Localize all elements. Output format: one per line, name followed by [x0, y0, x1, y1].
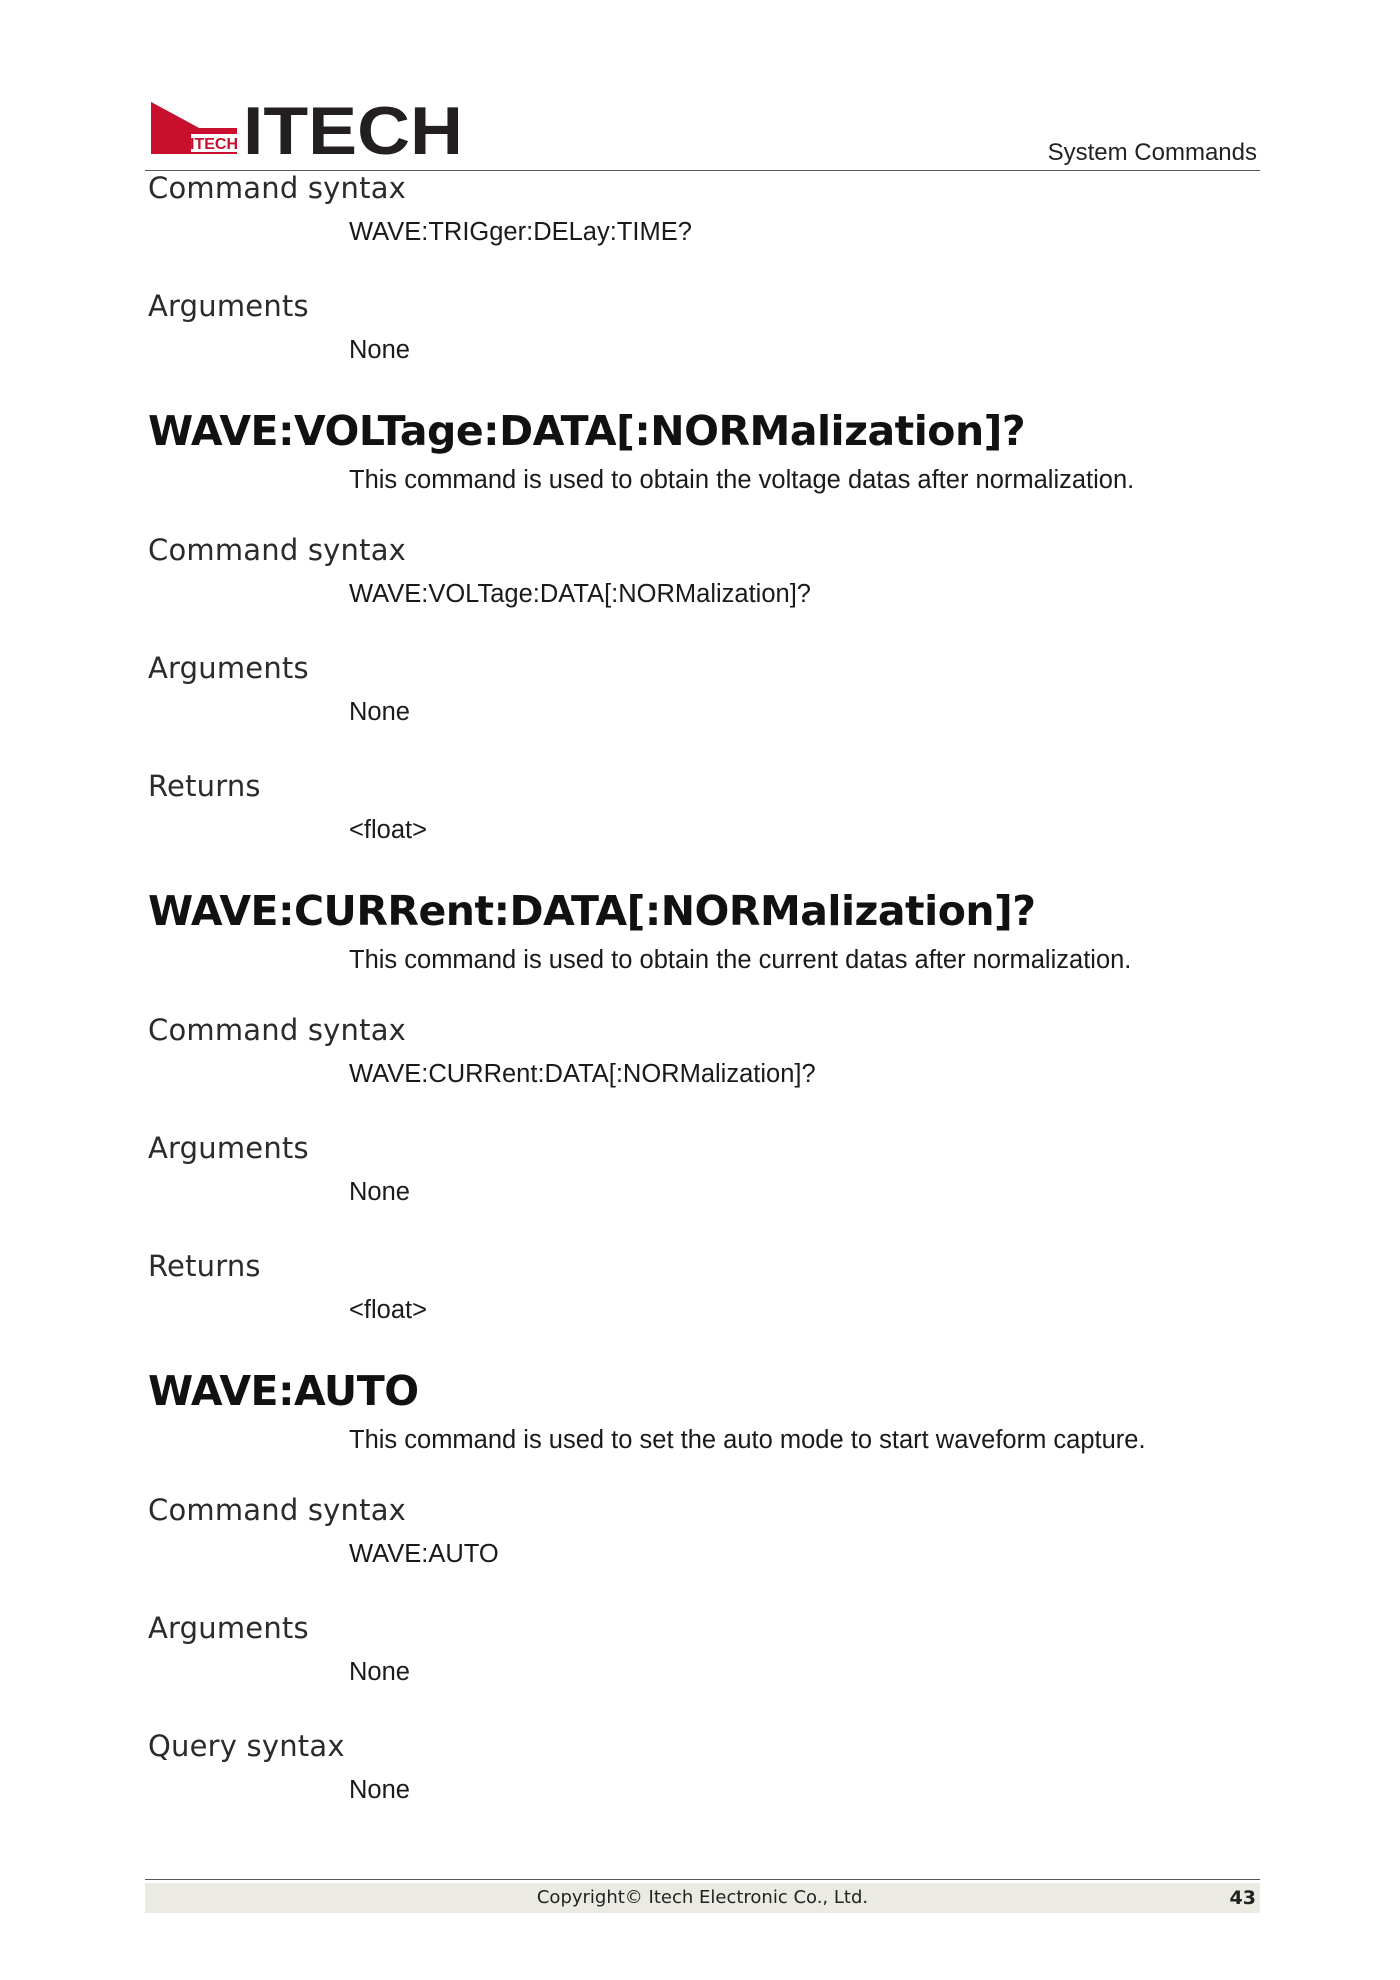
- query-syntax-value: None: [349, 1776, 410, 1804]
- section-title: System Commands: [1047, 139, 1257, 166]
- itech-logo: [151, 98, 465, 158]
- arguments-value: None: [349, 1178, 410, 1206]
- document-body: [148, 166, 1258, 1842]
- section-description: This command is used to set the auto mode to start waveform capture.: [349, 1426, 1146, 1454]
- returns-value: <float>: [349, 1296, 427, 1324]
- query-syntax-label: Query syntax: [148, 1729, 345, 1763]
- section-current-data: [148, 882, 1258, 1332]
- section-heading: WAVE:VOLTage:DATA[:NORMalization]?: [148, 407, 1026, 455]
- command-syntax-value: WAVE:CURRent:DATA[:NORMalization]?: [349, 1060, 816, 1088]
- arguments-value: None: [349, 336, 410, 364]
- command-syntax-label: Command syntax: [148, 171, 407, 205]
- arguments-label: Arguments: [148, 1131, 309, 1165]
- logo-badge-text: ITECH: [190, 136, 238, 153]
- copyright-text: Copyright© Itech Electronic Co., Ltd.: [536, 1887, 869, 1908]
- section-voltage-data: [148, 402, 1258, 852]
- section-description: This command is used to obtain the current datas after normalization.: [349, 946, 1132, 974]
- arguments-label: Arguments: [148, 1611, 309, 1645]
- arguments-label: Arguments: [148, 651, 309, 685]
- arguments-value: None: [349, 1658, 410, 1686]
- section-heading: WAVE:CURRent:DATA[:NORMalization]?: [148, 887, 1036, 935]
- arguments-value: None: [349, 698, 410, 726]
- page-footer: [145, 1883, 1260, 1913]
- command-syntax-label: Command syntax: [148, 1493, 407, 1527]
- section-wave-auto: [148, 1362, 1258, 1812]
- returns-label: Returns: [148, 769, 261, 803]
- intro-block: [148, 166, 1258, 372]
- section-heading: WAVE:AUTO: [148, 1367, 419, 1415]
- footer-divider: [145, 1879, 1260, 1880]
- command-syntax-label: Command syntax: [148, 533, 407, 567]
- itech-logo-graphic: [151, 98, 465, 158]
- logo-wordmark: ITECH: [243, 98, 463, 158]
- section-description: This command is used to obtain the voltage datas after normalization.: [349, 466, 1135, 494]
- arguments-label: Arguments: [148, 289, 309, 323]
- command-syntax-value: WAVE:AUTO: [349, 1540, 499, 1568]
- command-syntax-value: WAVE:VOLTage:DATA[:NORMalization]?: [349, 580, 811, 608]
- page-header: [145, 96, 1260, 171]
- page-number: 43: [1229, 1887, 1256, 1909]
- returns-label: Returns: [148, 1249, 261, 1283]
- command-syntax-value: WAVE:TRIGger:DELay:TIME?: [349, 218, 692, 246]
- command-syntax-label: Command syntax: [148, 1013, 407, 1047]
- returns-value: <float>: [349, 816, 427, 844]
